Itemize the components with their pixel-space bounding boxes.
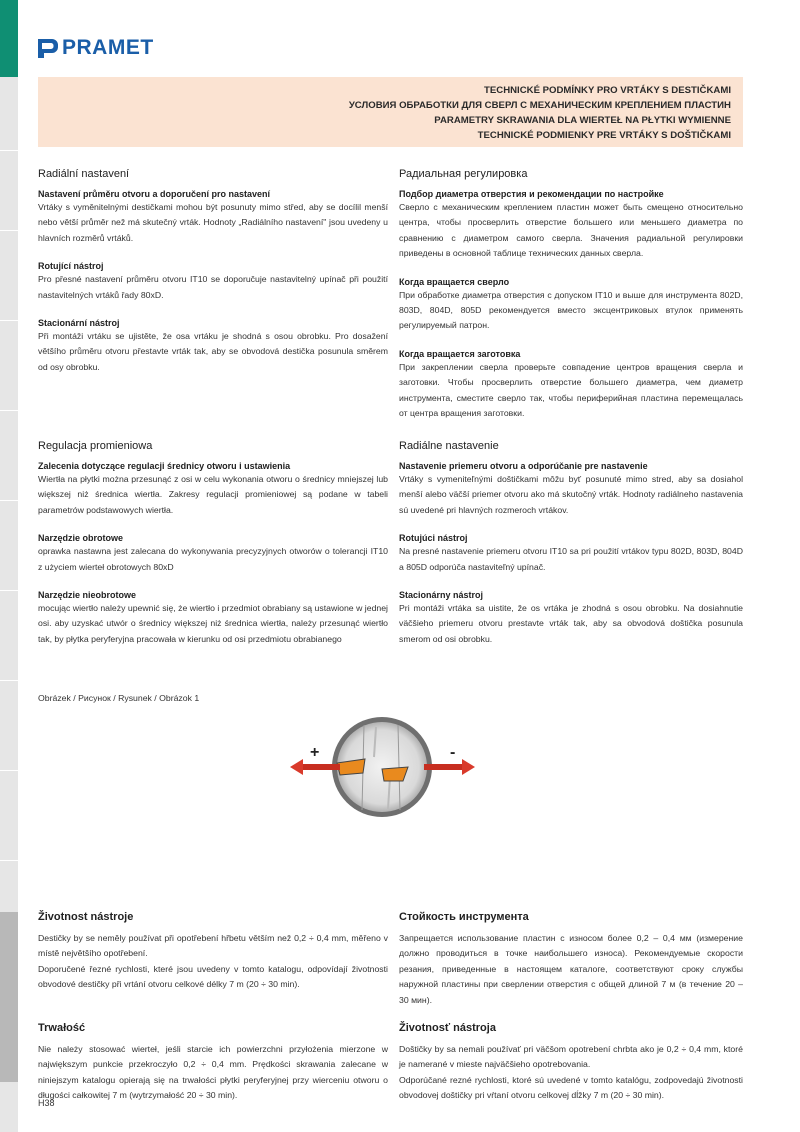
plus-sign: +	[310, 744, 320, 761]
subheading: Zalecenia dotyczące regulacji średnicy otworu i ustawienia	[38, 461, 291, 471]
paragraph: mocując wiertło należy upewnić się, że wiertło i przedmiot obrabiany są ustawione w jednej osi. aby uzyskać utwór o średnicy większej niż średnica wiertła, należy przesunąć wiertło tak, by płytka peryferyjna pracowała w kierunku od osi przedmiotu obrabianego	[38, 603, 388, 644]
paragraph: Pro přesné nastavení průměru otvoru IT10 se doporučuje nastavitelný upínač při použití nastavitelných vrtáků řady 80xD.	[38, 274, 388, 300]
subheading: Stacionární nástroj	[38, 318, 120, 329]
arrow-left-icon	[290, 759, 303, 775]
side-divider	[0, 500, 18, 501]
section-sk-tool-life	[399, 1021, 743, 1104]
paragraph: При закреплении сверла проверьте совпадение центров вращения сверла и заготовки. Чтобы просверлить отверстие большего диаметра, чем диаметр инструмента, сместите сверло так, чтобы периферийная пластина перемещалась от центра вращения заготовки.	[399, 361, 743, 419]
drill-adjustment-figure	[290, 715, 475, 820]
paragraph: Vrtáky s vymeniteľnými doštičkami môžu byť posunuté mimo stred, aby sa dosiahol menší alebo väčší priemer otvoru ako má skutočný vrták. Hodnoty radiálneho nastavenia sú uvedené pri hlavných rozmeroch vrtákov.	[399, 474, 743, 515]
side-divider	[0, 230, 18, 231]
arrow-right-icon	[462, 759, 475, 775]
subheading: Rotujúci nástroj	[399, 533, 468, 544]
paragraph: Запрещается использование пластин с износом более 0,2 – 0,4 мм (измерение должно проводиться в точке наибольшего износа). Рекомендуемые скорости резания, приведенные в настоящем каталоге, соответствуют сроку службы наружной пластины при сверлении отверстия с общей длиной 7 м (в течение 20 – 30 мин).	[399, 933, 743, 1005]
side-divider	[0, 590, 18, 591]
section-heading: Životnosť nástroja	[399, 1022, 496, 1034]
section-cz-tool-life	[38, 910, 388, 993]
subheading: Когда вращается сверло	[399, 276, 510, 287]
minus-sign: -	[450, 744, 456, 761]
title-line-cz: TECHNICKÉ PODMÍNKY PRO VRTÁKY S DESTIČKAMI	[484, 85, 731, 96]
subheading: Stacionárny nástroj	[399, 590, 484, 601]
section-pl-tool-life	[38, 1021, 388, 1104]
paragraph: Wiertła na płytki można przesunąć z osi w celu wykonania otworu o średnicy mniejszej lub większej niż średnica wiertła. Zakresy regulacji promieniowej są podane w tabeli parametrów podstawowych wiertła.	[38, 474, 388, 515]
section-heading: Стойкость инструмента	[399, 911, 529, 923]
side-divider	[0, 150, 18, 151]
title-line-ru: УСЛОВИЯ ОБРАБОТКИ ДЛЯ СВЕРЛ С МЕХАНИЧЕСКИМ КРЕПЛЕНИЕМ ПЛАСТИН	[348, 100, 731, 111]
brand-logo	[38, 37, 154, 59]
figure-caption: Obrázek / Рисунок / Rysunek / Obrázok 1	[38, 693, 200, 703]
section-heading: Trwałość	[38, 1022, 86, 1034]
paragraph: Nie należy stosować wierteł, jeśli starcie ich powierzchni przyłożenia mierzone w największym punkcie przekroczyło 0,2 ÷ 0,4 mm. Prędkości skrawania zalecane w niniejszym katalogu opierają się na trwałości płytki peryferyjnej przy wierceniu otworu o długości całkowitej 7 m (wytrzymałość 20 ÷ 30 min).	[38, 1044, 388, 1101]
title-line-sk: TECHNICKÉ PODMIENKY PRE VRTÁKY S DOŠTIČKAMI	[477, 130, 731, 141]
side-divider	[0, 410, 18, 411]
subheading: Когда вращается заготовка	[399, 348, 521, 359]
paragraph: Сверло с механическим креплением пластин может быть смещено относительно центра, чтобы просверлить отверстие большего или меньшего диаметра по сравнению с диаметром самого сверла. Значения радиальной регулировки приведены в основной таблице технических данных сверла.	[399, 202, 743, 259]
section-cz-radial	[38, 167, 388, 375]
paragraph: Na presné nastavenie priemeru otvoru IT10 sa pri použití vrtákov typu 802D, 803D, 804D a 805D odporúča nastaviteľný upínač.	[399, 546, 743, 572]
section-ru-radial	[399, 167, 743, 421]
subheading: Rotující nástroj	[38, 261, 104, 272]
brand-name: PRAMET	[62, 36, 154, 59]
side-divider	[0, 770, 18, 771]
section-pl-radial	[38, 439, 388, 647]
side-divider	[0, 680, 18, 681]
paragraph: Při montáži vrtáku se ujistěte, že osa vrtáku je shodná s osou obrobku. Pro dosažení většího průměru otvoru přestavte vrták tak, aby se obvodová destička posunula směrem od osy obrobku.	[38, 331, 388, 372]
subheading: Narzędzie nieobrotowe	[38, 590, 137, 601]
paragraph: Vrtáky s vyměnitelnými destičkami mohou být posunuty mimo střed, aby se docílil menší nebo větší průměr než má skutečný vrták. Hodnoty „Radiálního nastavení" jsou uvedeny u hlavních rozměrů vrtáků.	[38, 202, 388, 243]
paragraph: При обработке диаметра отверстия с допуском IT10 и выше для инструмента 802D, 803D, 804D, 805D рекомендуется вместо эксцентриковых втулок применять регулируемый патрон.	[399, 289, 743, 331]
paragraph: Doštičky by sa nemali používať pri väčšom opotrebení chrbta ako je 0,2 ÷ 0,4 mm, ktoré je namerané v mieste najväčšieho opotrebovania.	[399, 1044, 743, 1070]
section-sk-radial	[399, 439, 743, 647]
subheading: Nastavenie priemeru otvoru a odporúčanie pre nastavenie	[399, 461, 648, 471]
section-heading: Životnost nástroje	[38, 911, 134, 923]
page-number: H38	[38, 1098, 55, 1108]
side-divider	[0, 860, 18, 861]
central-insert	[382, 767, 408, 781]
pramet-logo-icon	[38, 39, 58, 58]
title-banner	[38, 77, 743, 147]
subheading: Nastavení průměru otvoru a doporučení pro nastavení	[38, 189, 271, 199]
side-divider	[0, 320, 18, 321]
title-line-pl: PARAMETRY SKRAWANIA DLA WIERTEŁ NA PŁYTKI WYMIENNE	[434, 115, 731, 126]
paragraph: Pri montáži vrtáka sa uistite, že os vrtáka je zhodná s osou obrobku. Na dosiahnutie väčšieho priemeru otvoru prestavte vrták tak, aby sa obvodová doštička posunula smerom od osi obrobku.	[399, 603, 743, 644]
paragraph: Destičky by se neměly používat při opotřebení hřbetu větším než 0,2 ÷ 0,4 mm, měřeno v místě největšího opotřebení.	[38, 933, 388, 959]
side-section-marker	[0, 912, 18, 1082]
paragraph: oprawka nastawna jest zalecana do wykonywania precyzyjnych otworów o tolerancji IT10 z użyciem wierteł obrotowych 80xD	[38, 546, 388, 572]
subheading: Narzędzie obrotowe	[38, 533, 124, 544]
section-heading: Regulacja promieniowa	[38, 440, 153, 452]
section-ru-tool-life	[399, 910, 743, 1008]
section-heading: Radiálne nastavenie	[399, 440, 499, 452]
section-heading: Радиальная регулировка	[399, 168, 528, 180]
side-accent-block	[0, 0, 18, 77]
paragraph: Doporučené řezné rychlosti, které jsou uvedeny v tomto katalogu, odpovídají životnosti obvodové destičky při vrtání otvoru celkové délky 7 m (20 ÷ 30 min).	[38, 963, 388, 990]
subheading: Подбор диаметра отверстия и рекомендации по настройке	[399, 189, 664, 199]
paragraph: Odporúčané rezné rychlosti, ktoré sú uvedené v tomto katalógu, zodpovedajú životnosti obvodovej doštičky pri vŕtaní otvoru celkovej dĺžky 7 m (20 ÷ 30 min).	[399, 1074, 743, 1101]
section-heading: Radiální nastavení	[38, 168, 130, 180]
